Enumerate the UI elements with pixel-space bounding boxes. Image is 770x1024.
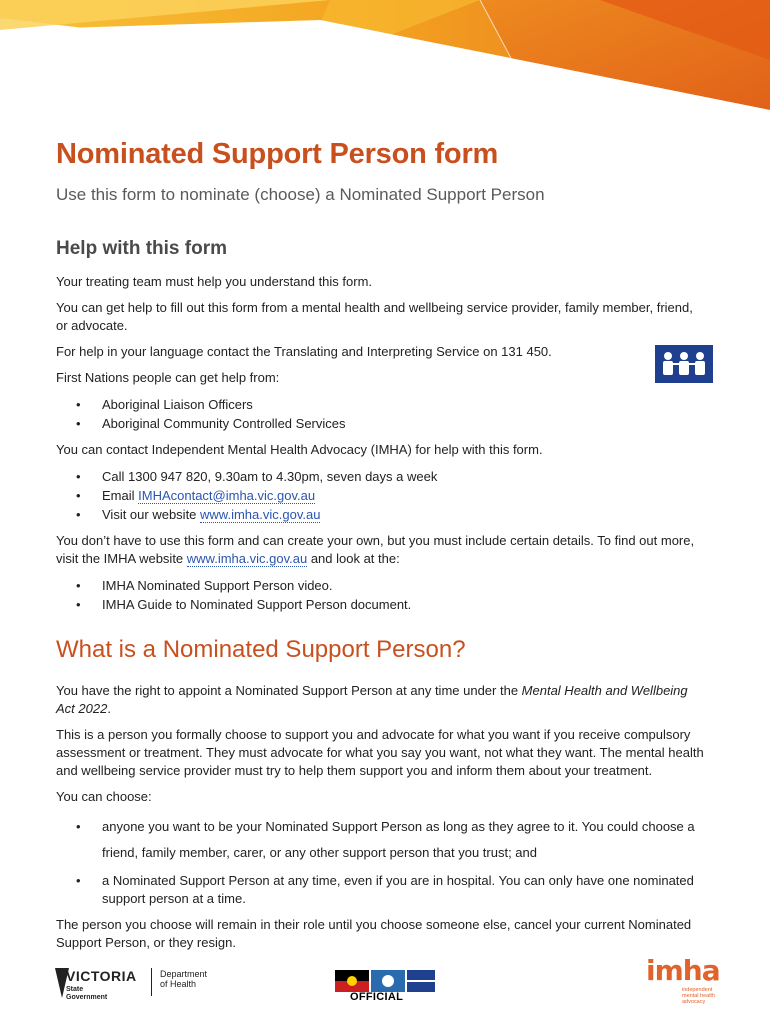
help-paragraph-2: You can get help to fill out this form from a mental health and wellbeing service provider, family member, friend, or advocate. xyxy=(56,300,693,333)
footer xyxy=(0,950,770,1024)
list-item: • IMHA Guide to Nominated Support Person document. xyxy=(56,595,706,614)
what-paragraph-3: You can choose: xyxy=(56,789,152,804)
flags-icon xyxy=(335,970,435,992)
resources-list xyxy=(56,576,706,614)
what-paragraph-2: This is a person you formally choose to support you and advocate for what you want if you receive compulsory assessment or treatment. They must advocate for what you say you want, not what they want. The mental health and wellbeing service provider must try to help them support you and inform them about your treatment. xyxy=(56,727,704,778)
help-heading: Help with this form xyxy=(56,238,227,259)
website-link-inline[interactable]: www.imha.vic.gov.au xyxy=(186,551,308,566)
what-heading: What is a Nominated Support Person? xyxy=(56,636,466,663)
help-paragraph-3: For help in your language contact the Translating and Interpreting Service on 131 450. xyxy=(56,344,552,359)
list-item: • IMHA Nominated Support Person video. xyxy=(56,576,706,595)
state-government-label: State Government xyxy=(66,986,108,1001)
header-banner xyxy=(0,0,770,110)
what-paragraph-1: You have the right to appoint a Nominated Support Person at any time under the Mental Health and Wellbeing Act 2022. xyxy=(56,683,688,716)
choices-list xyxy=(56,814,706,908)
contact-list xyxy=(56,467,706,524)
page-subtitle: Use this form to nominate (choose) a Nominated Support Person xyxy=(56,185,545,204)
list-item: • anyone you want to be your Nominated Support Person as long as they agree to it. You could choose a friend, family member, carer, or any other support person that you trust; and xyxy=(56,814,706,866)
list-item: • Aboriginal Liaison Officers xyxy=(56,395,706,414)
help-paragraph-4: First Nations people can get help from: xyxy=(56,370,280,385)
imha-tagline: independent mental health advocacy xyxy=(682,987,716,1005)
form-content xyxy=(56,138,706,960)
list-item: • Aboriginal Community Controlled Services xyxy=(56,414,706,433)
translating-interpreting-service-icon xyxy=(655,345,713,383)
contact-website: • Visit our website www.imha.vic.gov.au xyxy=(56,505,706,524)
help-paragraph-1: Your treating team must help you understand this form. xyxy=(56,274,373,289)
contact-email: • Email IMHAcontact@imha.vic.gov.au xyxy=(56,486,706,505)
first-nations-list xyxy=(56,395,706,433)
what-paragraph-4: The person you choose will remain in their role until you choose someone else, cancel your current Nominated Support Person, or they resign. xyxy=(56,917,692,950)
contact-call: • Call 1300 947 820, 9.30am to 4.30pm, seven days a week xyxy=(56,467,706,486)
department-of-health-label: Department of Health xyxy=(160,969,208,989)
website-link[interactable]: www.imha.vic.gov.au xyxy=(200,507,321,522)
victoria-wordmark: VICTORIA xyxy=(66,968,137,984)
official-label: OFFICIAL xyxy=(350,991,404,1003)
list-item: • a Nominated Support Person at any time, even if you are in hospital. You can only have one nominated support person at a time. xyxy=(56,872,706,908)
footer-divider xyxy=(151,968,152,996)
email-link[interactable]: IMHAcontact@imha.vic.gov.au xyxy=(138,488,316,503)
page-title: Nominated Support Person form xyxy=(56,138,499,170)
help-paragraph-5: You can contact Independent Mental Health Advocacy (IMHA) for help with this form. xyxy=(56,442,543,457)
imha-logo: imha xyxy=(646,954,720,987)
help-paragraph-6: You don’t have to use this form and can create your own, but you must include certain details. To find out more, visit the IMHA website www.imha.vic.gov.au and look at the: xyxy=(56,533,695,566)
